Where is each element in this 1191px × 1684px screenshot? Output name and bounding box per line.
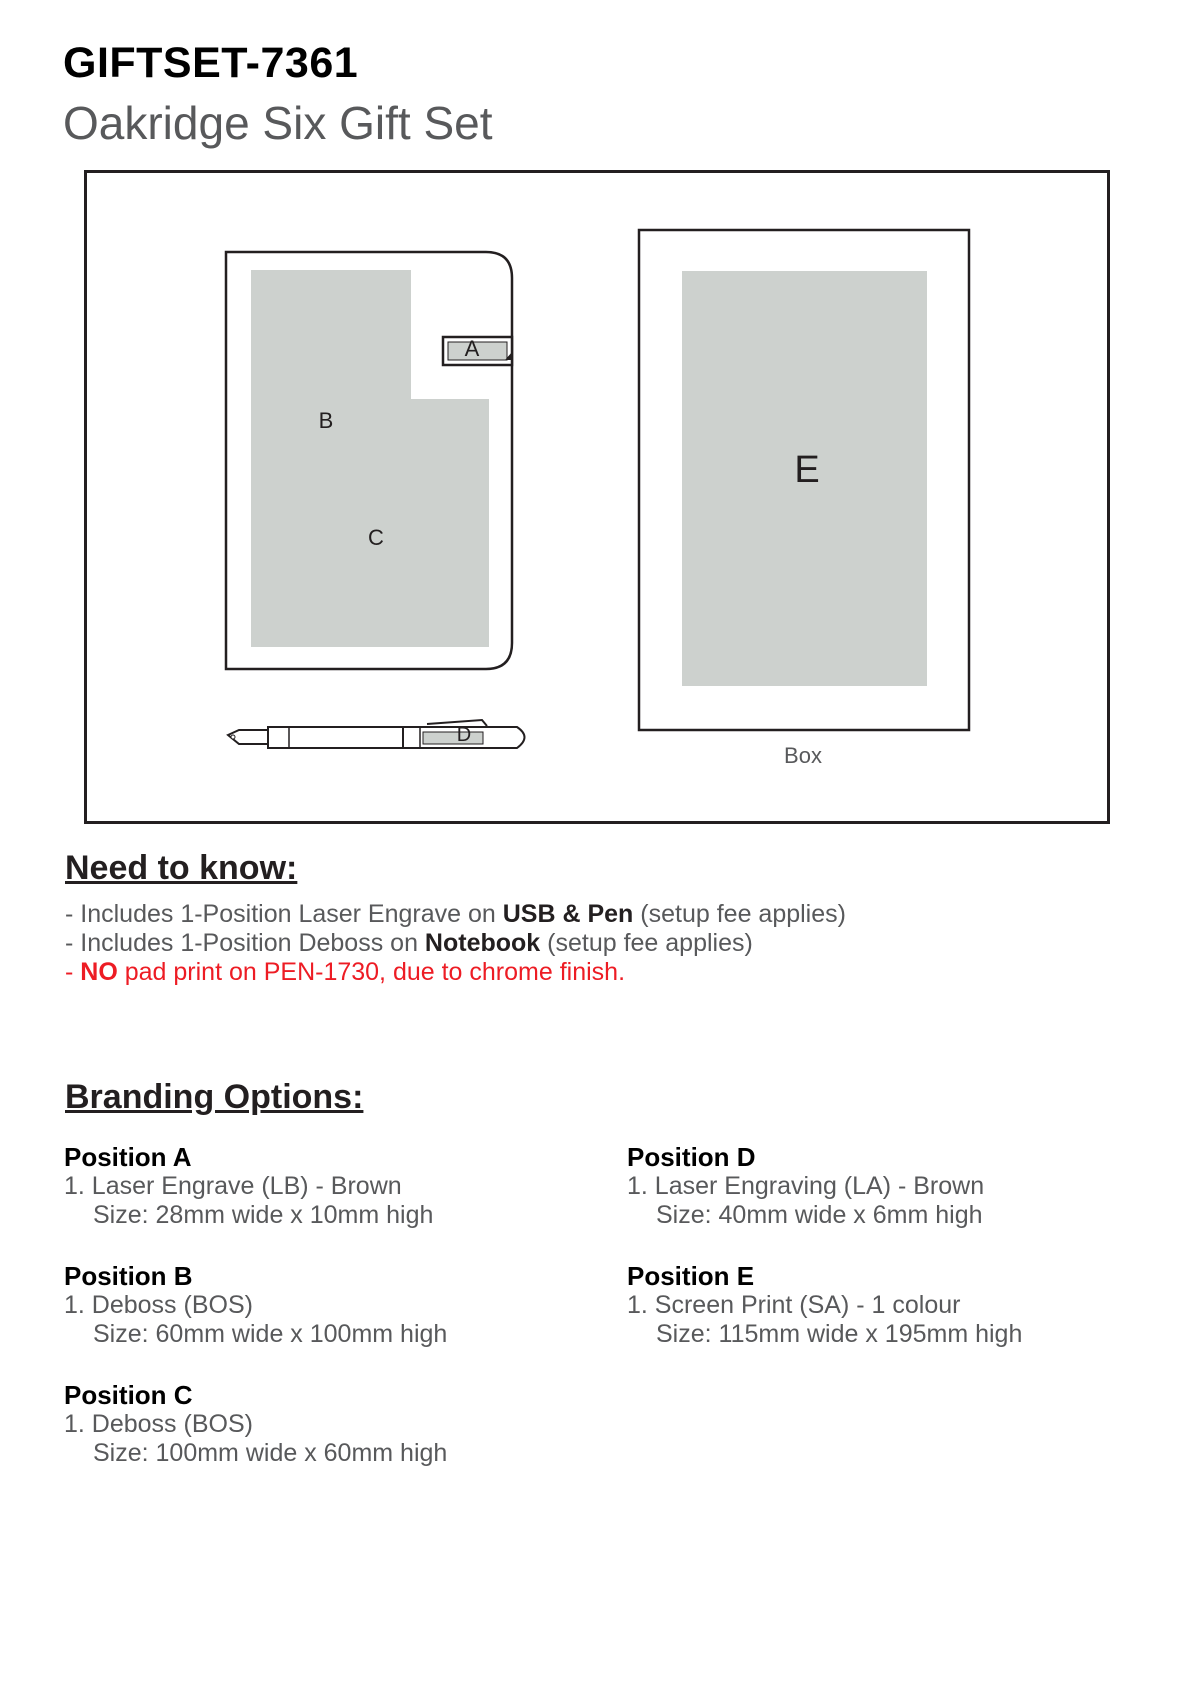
position-e-block [627, 1263, 1022, 1347]
position-title: Position A [64, 1142, 192, 1172]
label-e: E [794, 449, 820, 491]
position-title: Position D [627, 1142, 756, 1172]
position-a-block [64, 1144, 433, 1228]
position-method: 1. Deboss (BOS) [64, 1291, 253, 1319]
label-c: C [368, 525, 384, 550]
position-title: Position C [64, 1380, 193, 1410]
position-method: 1. Screen Print (SA) - 1 colour [627, 1291, 961, 1319]
note-usb-pen [65, 902, 846, 927]
position-size: Size: 60mm wide x 100mm high [93, 1320, 448, 1348]
note-emphasis: NO [80, 958, 118, 986]
position-size: Size: 28mm wide x 10mm high [93, 1201, 434, 1229]
position-b-block [64, 1263, 447, 1347]
note-text: - Includes 1-Position Laser Engrave on [65, 900, 503, 928]
position-title: Position B [64, 1261, 193, 1291]
position-c-block [64, 1382, 447, 1466]
note-text: (setup fee applies) [540, 929, 753, 957]
position-method: 1. Laser Engraving (LA) - Brown [627, 1172, 985, 1200]
position-size: Size: 115mm wide x 195mm high [656, 1320, 1023, 1348]
position-method: 1. Deboss (BOS) [64, 1410, 253, 1438]
note-emphasis: USB & Pen [502, 900, 634, 928]
label-a: A [464, 336, 480, 361]
note-notebook [65, 931, 753, 956]
position-size: Size: 100mm wide x 60mm high [93, 1439, 448, 1467]
label-b: B [318, 408, 334, 433]
print-area-d [423, 732, 483, 744]
product-diagram [87, 173, 1107, 821]
product-name: Oakridge Six Gift Set [63, 97, 493, 149]
label-d: D [456, 724, 472, 746]
label-box: Box [784, 743, 822, 768]
note-text: - [65, 958, 81, 986]
branding-options-heading: Branding Options: [65, 1078, 364, 1116]
note-text: - Includes 1-Position Deboss on [65, 929, 425, 957]
notebook-illustration [226, 252, 512, 669]
pen-illustration [228, 720, 525, 748]
note-text: (setup fee applies) [633, 900, 846, 928]
position-title: Position E [627, 1261, 755, 1291]
position-size: Size: 40mm wide x 6mm high [656, 1201, 983, 1229]
note-warning [65, 960, 625, 985]
product-diagram-frame [84, 170, 1110, 824]
product-code: GIFTSET-7361 [63, 39, 359, 87]
position-d-block [627, 1144, 984, 1228]
note-text: pad print on PEN-1730, due to chrome finish. [117, 958, 626, 986]
note-emphasis: Notebook [424, 929, 541, 957]
position-method: 1. Laser Engrave (LB) - Brown [64, 1172, 402, 1200]
need-to-know-heading: Need to know: [65, 849, 298, 887]
